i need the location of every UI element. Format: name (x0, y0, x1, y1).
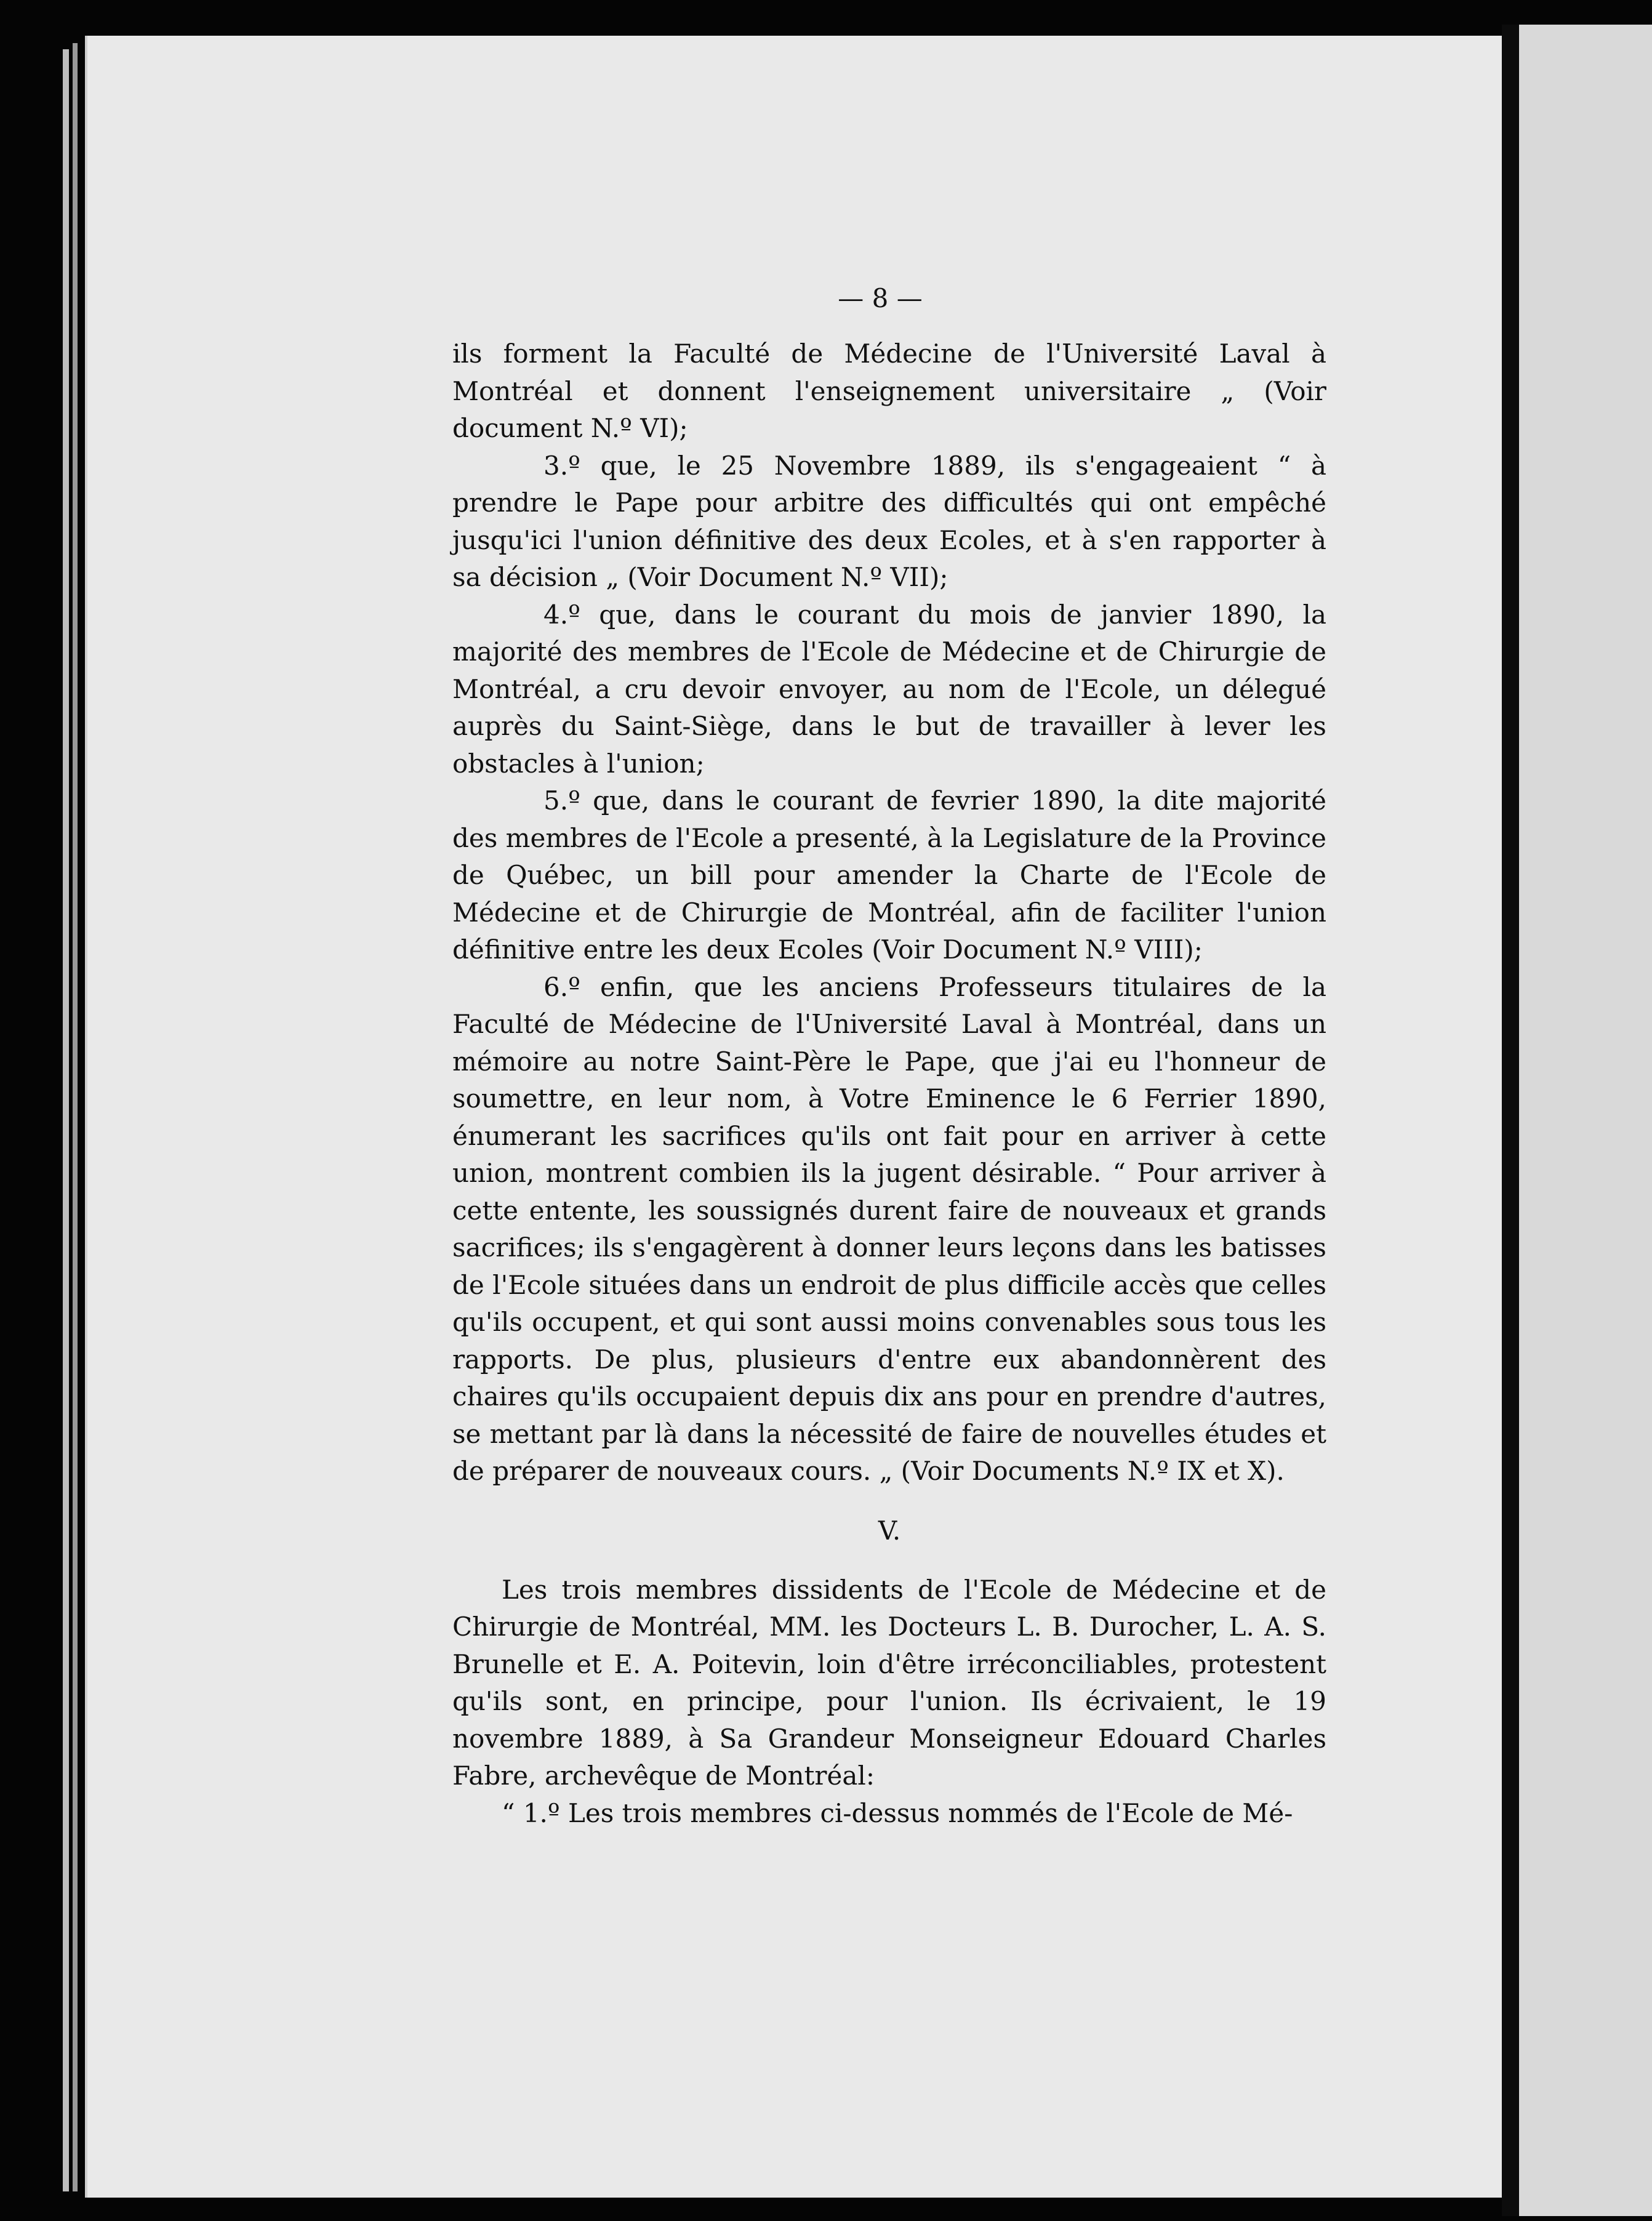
book-gutter (1502, 25, 1519, 2216)
page-edge (63, 49, 69, 2191)
paragraph: Les trois membres dissidents de l'Ecole de Médecine et de Chirurgie de Montréal, MM. les Docteurs L. B. Durocher, L. A. S. Brunelle et E. A. Poitevin, loin d'être irréconciliables, protestent qu'ils sont, en principe, pour l'union. Ils écrivaient, le 19 novembre 1889, à Sa Grandeur Monseigneur Edouard Charles Fabre, archevêque de Montréal: (452, 1574, 1326, 1791)
page-number: — 8 — (838, 283, 923, 313)
paragraph: “ 1.º Les trois membres ci-dessus nommés de l'Ecole de Mé- (502, 1797, 1293, 1828)
section-heading: V. (878, 1515, 901, 1546)
paragraph: ils forment la Faculté de Médecine de l'Université Laval à Montréal et donnent l'enseignement universitaire „ (Voir document N.º VI); (452, 339, 1326, 443)
paragraph: 5.º que, dans le courant de fevrier 1890, la dite majorité des membres de l'Ecole a presenté, à la Legislature de la Province de Québec, un bill pour amender la Charte de l'Ecole de Médecine et de Chirurgie de Montréal, afin de faciliter l'union définitive entre les deux Ecoles (Voir Document N.º VIII); (452, 785, 1326, 965)
facing-page (1519, 25, 1652, 2216)
paragraph: 4.º que, dans le courant du mois de janvier 1890, la majorité des membres de l'Ecole de Médecine et de Chirurgie de Montréal, a cru devoir envoyer, au nom de l'Ecole, un délegué auprès du Saint-Siège, dans le but de travailler à lever les obstacles à l'union; (452, 599, 1326, 779)
paragraph: 3.º que, le 25 Novembre 1889, ils s'engageaient “ à prendre le Pape pour arbitre des difficultés qui ont empêché jusqu'ici l'union définitive des deux Ecoles, et à s'en rapporter à sa décision „ (Voir Document N.º VII); (452, 450, 1326, 592)
paragraph: 6.º enfin, que les anciens Professeurs titulaires de la Faculté de Médecine de l'Université Laval à Montréal, dans un mémoire au notre Saint-Père le Pape, que j'ai eu l'honneur de soumettre, en leur nom, à Votre Eminence le 6 Ferrier 1890, énumerant les sacrifices qu'ils ont fait pour en arriver à cette union, montrent combien ils la jugent désirable. “ Pour arriver à cette entente, les soussignés durent faire de nouveaux et grands sacrifices; ils s'engagèrent à donner leurs leçons dans les batisses de l'Ecole situées dans un endroit de plus difficile accès que celles qu'ils occupent, et qui sont aussi moins convenables sous tous les rapports. De plus, plusieurs d'entre eux abandonnèrent des chaires qu'ils occupaient depuis dix ans pour en prendre d'autres, se mettant par là dans la nécessité de faire de nouvelles études et de préparer de nouveaux cours. „ (Voir Documents N.º IX et X). (452, 971, 1326, 1486)
body-text (452, 280, 1326, 1832)
page-edge (73, 43, 78, 2191)
